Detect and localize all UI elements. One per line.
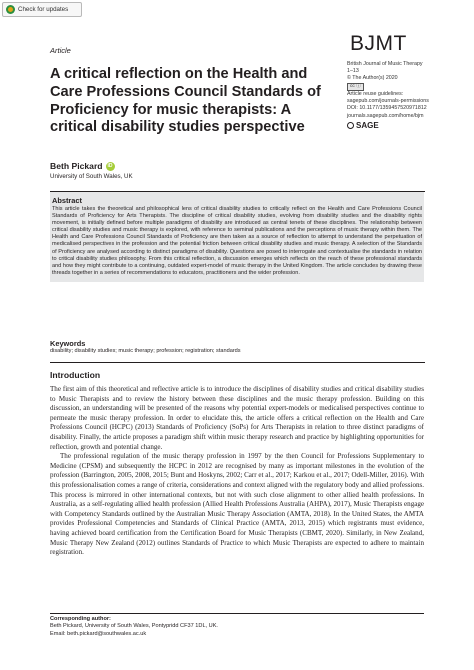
journal-metadata (347, 61, 457, 130)
page-range: 1–13 (347, 68, 359, 75)
introduction-heading: Introduction (50, 370, 101, 380)
copyright: © The Author(s) 2020 (347, 75, 398, 82)
doi-link[interactable]: DOI: 10.1177/1359457520971812 (347, 105, 427, 112)
crossmark-icon (6, 5, 15, 14)
journal-logo: BJMT (350, 32, 407, 55)
paragraph: The professional regulation of the music therapy profession in 1997 by the then Council for Professions Supplementary to Medicine (CPSM) and subsequently the HCPC in 2012 are recognised by many as important milestones in the evolution of the profession (Barrington, 2005, 2008, 2015; Bunt and Hoskyns, 2002; Carr et al., 2017; Karkou et al., 2017; Odell-Miller, 2016). With this professionalisation comes a range of criteria, considerations and context aligned with the regulatory body and allied professions. This process is mirrored in other international contexts, but not with such close alignment to other allied health professions. In Australia, as a self-regulating allied health profession (Allied Health Professions Australia (AHPA), 2017), Music Therapists engage with Competency Standards outlined by the Australian Music Therapy Association (AMTA, 2018). In the United States, the AMTA provides Professional Competencies and Standards of Clinical Practice (AMTA, 2013, 2015) which registrants must evidence, having achieved board certification from the Certification Board for Music Therapists (CBMT, 2020). Similarly, in New Zealand, Music Therapy New Zealand (2012) outlines Standards of Practice to which Music Therapists are expected to adhere to maintain registration. (50, 452, 424, 557)
sage-logo-icon (347, 122, 354, 129)
permissions-link[interactable]: sagepub.com/journals-permissions (347, 98, 429, 105)
journal-home-link[interactable]: journals.sagepub.com/home/bjm (347, 112, 424, 119)
article-type-label: Article (50, 46, 71, 55)
footnote-divider (50, 613, 424, 614)
corresponding-author (50, 616, 424, 638)
reuse-guidelines-label: Article reuse guidelines: (347, 91, 404, 98)
divider (50, 362, 425, 363)
article-title: A critical reflection on the Health and Care Professions Council Standards of Proficiency for music therapists: A critical disability studies perspective (50, 66, 321, 136)
check-for-updates-label: Check for updates (18, 6, 69, 13)
orcid-icon[interactable]: iD (107, 162, 113, 169)
publisher-name: SAGE (356, 120, 379, 130)
corresponding-author-address: Beth Pickard, University of South Wales, Pontypridd CF37 1DL, UK. (50, 623, 218, 630)
publisher-logo (347, 121, 457, 130)
keywords-list: disability; disability studies; music therapy; profession; registration; standards (50, 348, 241, 354)
abstract-text: This article takes the theoretical and philosophical lens of critical disability studies to critically reflect on the Health and Care Professions Council Standards of Proficiency for Arts Therapists. The discipline of critical disability studies, evolving from disability studies and the disability rights movement, is initially defined before multiple paradigms of disability are introduced as central tenets of these disciplines. The relationship between critical disability studies and music therapy is explored, with reference to seminal publications and the perceptions of music therapy within them. The Health and Care Professions Council Standards of Proficiency are then taken as a source of reflection to attempt to understand the perpetuation of medicalised perspectives in the profession and the potential friction between critical disability studies and music therapy. A selection of the Standards of Proficiency are analysed according to distinct paradigms of disability. Questions are posed to interrogate and contextualise the standards in relation to critical disability studies philosophy. From this critical reflection, a discussion emerges which reflects on the reach of these professional standards and how they might contribute to a continuing, outdated expert-model of music therapy in the United Kingdom. The article concludes by drawing these threads together in a series of recommendations to educators, practitioners and the wider profession. (52, 206, 422, 276)
abstract-heading: Abstract (52, 196, 82, 205)
creative-commons-icon: cc ⓘ (347, 83, 364, 91)
journal-name: British Journal of Music Therapy (347, 61, 423, 67)
author-name: Beth Pickard (50, 161, 103, 171)
corresponding-author-email[interactable]: Email: beth.pickard@southwales.ac.uk (50, 630, 147, 637)
check-for-updates-badge[interactable] (2, 2, 82, 17)
author-affiliation: University of South Wales, UK (50, 173, 133, 180)
abstract-section (50, 192, 424, 282)
author-line (50, 161, 115, 171)
paragraph: The first aim of this theoretical and reflective article is to introduce the disciplines of disability studies and critical disability studies to Music Therapists and to review the history between these disciplines and the music therapy profession. Building on this discussion, an understanding will be presented of the reasons why potential expert-models or medicalised perspectives continue to permeate the music therapy profession. In order to elucidate this, the article offers a critical reflection on the Health and Care Professions Council (HCPC) (2013) Standards of Proficiency (SoPs) for Arts Therapists in relation to three distinct paradigms of disability. Finally, the article proposes a paradigm shift within music therapy research and practice by highlighting opportunities for reflection, growth and potential change. (50, 385, 424, 451)
corresponding-author-heading: Corresponding author: (50, 616, 111, 622)
keywords-heading: Keywords (50, 339, 86, 348)
introduction-body (50, 385, 424, 558)
